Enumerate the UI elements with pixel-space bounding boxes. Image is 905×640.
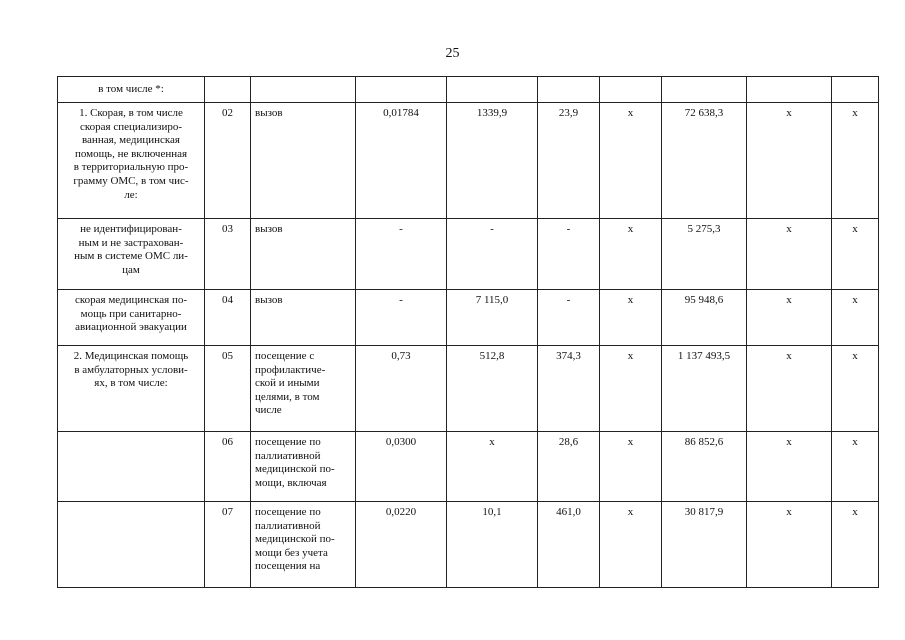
- empty-cell: [600, 77, 662, 103]
- row-value-cell: х: [832, 432, 879, 502]
- row-value-cell: 86 852,6: [662, 432, 747, 502]
- row-value-cell: х: [832, 346, 879, 432]
- table-row: [58, 290, 879, 346]
- row-unit-cell: посещение по паллиативной медицинской по- мощи, включая: [251, 432, 356, 502]
- table-row: [58, 219, 879, 290]
- row-value-cell: -: [447, 219, 538, 290]
- row-value-cell: -: [538, 219, 600, 290]
- row-code-cell: 03: [205, 219, 251, 290]
- empty-cell: [662, 77, 747, 103]
- empty-cell: [832, 77, 879, 103]
- page-number: 25: [445, 46, 460, 61]
- row-value-cell: х: [600, 502, 662, 588]
- table-row: [58, 103, 879, 219]
- table-header-row: [58, 77, 879, 103]
- row-value-cell: 512,8: [447, 346, 538, 432]
- row-value-cell: х: [747, 346, 832, 432]
- row-value-cell: х: [600, 219, 662, 290]
- row-value-cell: х: [747, 103, 832, 219]
- row-value-cell: 30 817,9: [662, 502, 747, 588]
- row-value-cell: 7 115,0: [447, 290, 538, 346]
- row-value-cell: х: [447, 432, 538, 502]
- row-value-cell: -: [356, 219, 447, 290]
- row-value-cell: х: [747, 219, 832, 290]
- row-value-cell: 0,0220: [356, 502, 447, 588]
- row-code-cell: 02: [205, 103, 251, 219]
- row-value-cell: х: [832, 502, 879, 588]
- row-value-cell: 72 638,3: [662, 103, 747, 219]
- row-value-cell: 23,9: [538, 103, 600, 219]
- row-name-cell: скорая медицинская по- мощь при санитарно- авиационной эвакуации: [58, 290, 205, 346]
- row-unit-cell: вызов: [251, 290, 356, 346]
- row-value-cell: 10,1: [447, 502, 538, 588]
- row-value-cell: х: [747, 290, 832, 346]
- empty-cell: [538, 77, 600, 103]
- row-code-cell: 07: [205, 502, 251, 588]
- table-row: [58, 432, 879, 502]
- row-name-cell: [58, 432, 205, 502]
- row-value-cell: 0,73: [356, 346, 447, 432]
- empty-cell: [205, 77, 251, 103]
- row-code-cell: 06: [205, 432, 251, 502]
- row-name-cell: не идентифицирован- ным и не застрахован- ным в системе ОМС ли- цам: [58, 219, 205, 290]
- row-code-cell: 05: [205, 346, 251, 432]
- row-code-cell: 04: [205, 290, 251, 346]
- empty-cell: [447, 77, 538, 103]
- row-value-cell: 0,0300: [356, 432, 447, 502]
- row-name-cell: [58, 502, 205, 588]
- row-unit-cell: посещение по паллиативной медицинской по- мощи без учета посещения на: [251, 502, 356, 588]
- row-value-cell: х: [832, 219, 879, 290]
- row-value-cell: 28,6: [538, 432, 600, 502]
- empty-cell: [251, 77, 356, 103]
- row-value-cell: 374,3: [538, 346, 600, 432]
- table-row: [58, 502, 879, 588]
- row-value-cell: 1 137 493,5: [662, 346, 747, 432]
- row-unit-cell: посещение с профилактиче- ской и иными целями, в том числе: [251, 346, 356, 432]
- row-value-cell: 0,01784: [356, 103, 447, 219]
- row-name-cell: 2. Медицинская помощь в амбулаторных услови- ях, в том числе:: [58, 346, 205, 432]
- row-value-cell: 95 948,6: [662, 290, 747, 346]
- row-value-cell: х: [600, 290, 662, 346]
- row-name-cell: 1. Скорая, в том числе скорая специализиро- ванная, медицинская помощь, не включенная в территориальную про- грамму ОМС, в том чис- ле:: [58, 103, 205, 219]
- empty-cell: [747, 77, 832, 103]
- row-value-cell: х: [600, 346, 662, 432]
- row-value-cell: х: [747, 502, 832, 588]
- row-value-cell: х: [600, 432, 662, 502]
- table-row: [58, 346, 879, 432]
- row-value-cell: х: [832, 290, 879, 346]
- row-value-cell: 5 275,3: [662, 219, 747, 290]
- row-value-cell: -: [356, 290, 447, 346]
- row-value-cell: х: [600, 103, 662, 219]
- row-unit-cell: вызов: [251, 103, 356, 219]
- data-table: [57, 76, 879, 588]
- header-note-cell: в том числе *:: [58, 77, 205, 103]
- row-value-cell: х: [832, 103, 879, 219]
- row-value-cell: -: [538, 290, 600, 346]
- row-unit-cell: вызов: [251, 219, 356, 290]
- row-value-cell: 1339,9: [447, 103, 538, 219]
- empty-cell: [356, 77, 447, 103]
- row-value-cell: 461,0: [538, 502, 600, 588]
- row-value-cell: х: [747, 432, 832, 502]
